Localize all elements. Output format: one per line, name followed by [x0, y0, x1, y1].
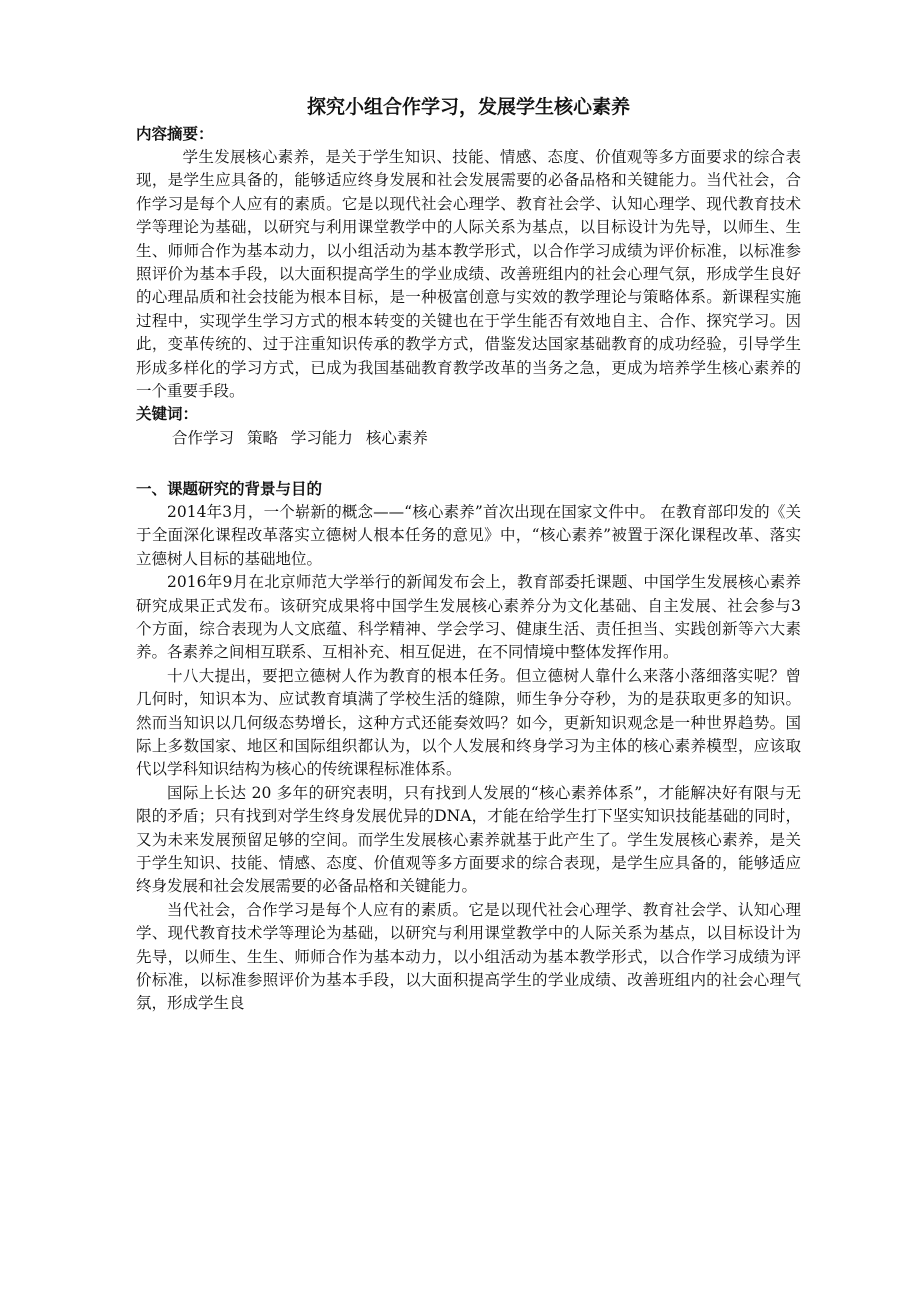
body-paragraph: 2016年9月在北京师范大学举行的新闻发布会上，教育部委托课题、中国学生发展核心素养研究成果正式发布。该研究成果将中国学生发展核心素养分为文化基础、自主发展、社会参与3 个方面，综合表现为人文底蕴、科学精神、学会学习、健康生活、责任担当、实践创新等六大素养。各素养之间相互联系、互相补充、相互促进，在不同情境中整体发挥作用。: [136, 573, 801, 662]
document-title: 探究小组合作学习，发展学生核心素养: [306, 96, 630, 118]
body-paragraph: 十八大提出，要把立德树人作为教育的根本任务。但立德树人靠什么来落小落细落实呢？曾几何时，知识本为、应试教育填满了学校生活的缝隙，师生争分夺秒，为的是获取更多的知识。然而当知识以几何级态势增长，这种方式还能奏效吗？如今，更新知识观念是一种世界趋势。国际上多数国家、地区和国际组织都认为，以个人发展和终身学习为主体的核心素养模型，应该取代以学科知识结构为核心的传统课程标准体系。: [136, 666, 801, 779]
abstract-label: 内容摘要：: [136, 125, 214, 143]
keyword: 策略: [246, 429, 278, 448]
abstract-paragraph: 学生发展核心素养，是关于学生知识、技能、情感、态度、价值观等多方面要求的综合表现，是学生应具备的，能够适应终身发展和社会发展需要的必备品格和关键能力。当代社会，合作学习是每个人应有的素质。它是以现代社会心理学、教育社会学、认知心理学、现代教育技术学等理论为基础，以研究与利用课堂教学中的人际关系为基点，以目标设计为先导，以师生、生生、师师合作为基本动力，以小组活动为基本教学形式，以合作学习成绩为评价标准，以标准参照评价为基本手段，以大面积提高学生的学业成绩、改善班组内的社会心理气氛，形成学生良好的心理品质和社会技能为根本目标，是一种极富创意与实效的教学理论与策略体系。新课程实施过程中，实现学生学习方式的根本转变的关键也在于学生能否有效地自主、合作、探究学习。因此，变革传统的、过于注重知识传承的教学方式，借鉴发达国家基础教育的成功经验，引导学生形成多样化的学习方式，已成为我国基础教育教学改革的当务之急，更成为培养学生核心素养的一个重要手段。: [136, 148, 801, 401]
keyword: 学习能力: [290, 429, 353, 448]
body-paragraph: 2014年3月，一个崭新的概念——“核心素养”首次出现在国家文件中。 在教育部印发的《关于全面深化课程改革落实立德树人根本任务的意见》中，“核心素养”被置于深化课程改革、落实立德树人目标的基础地位。: [136, 502, 801, 568]
section-heading: 一、课题研究的背景与目的: [136, 479, 323, 498]
keyword: 合作学习: [172, 429, 235, 448]
body-paragraph: 国际上长达 20 多年的研究表明，只有找到人发展的“核心素养体系”，才能解决好有限与无限的矛盾；只有找到对学生终身发展优异的DNA，才能在给学生打下坚实知识技能基础的同时，又为未来发展预留足够的空间。而学生发展核心素养就基于此产生了。学生发展核心素养，是关于学生知识、技能、情感、态度、价值观等多方面要求的综合表现，是学生应具备的，能够适应终身发展和社会发展需要的必备品格和关键能力。: [136, 783, 801, 896]
keyword: 核心素养: [365, 429, 428, 448]
keywords-list: [136, 427, 801, 450]
body-paragraph: 当代社会，合作学习是每个人应有的素质。它是以现代社会心理学、教育社会学、认知心理学、现代教育技术学等理论为基础，以研究与利用课堂教学中的人际关系为基点，以目标设计为先导，以师生、生生、师师合作为基本动力，以小组活动为基本教学形式，以合作学习成绩为评价标准，以标准参照评价为基本手段，以大面积提高学生的学业成绩、改善班组内的社会心理气氛，形成学生良: [136, 900, 801, 1013]
document-page: [136, 92, 801, 1016]
keywords-label: 关键词：: [136, 405, 199, 424]
